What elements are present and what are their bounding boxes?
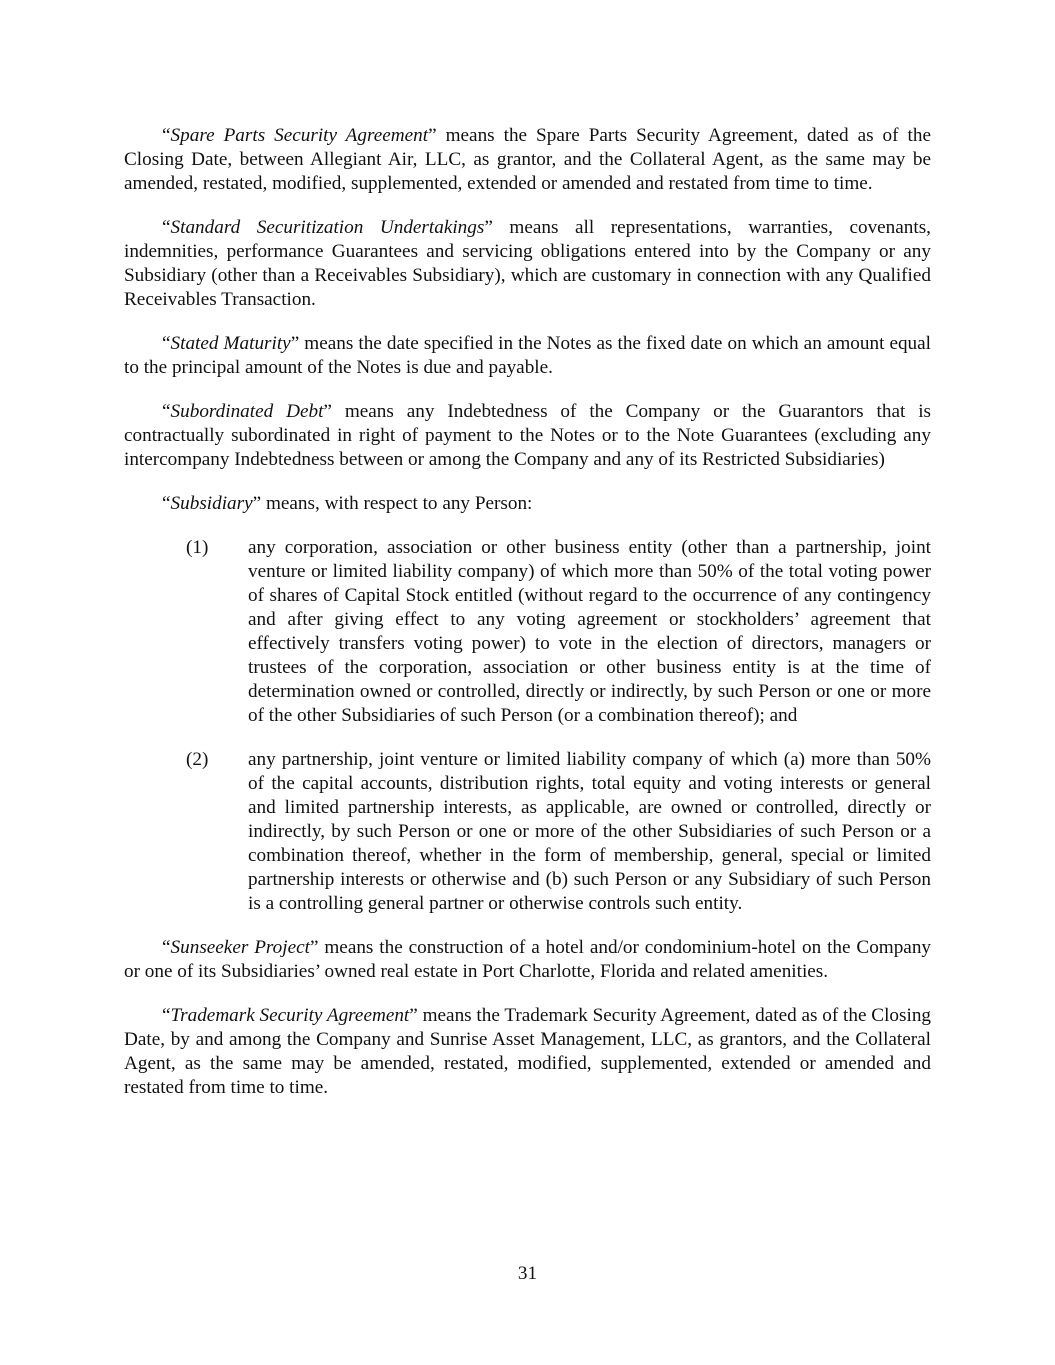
- close-quote: ”: [428, 125, 437, 146]
- definition-text: means any Indebtedness of the Company or the Guarantors that is contractually subordinated in right of payment to the Notes or to the Note Guarantees (excluding any intercompany Indebtedness between or among the Company and any of its Restricted Subsidiaries): [124, 401, 931, 470]
- subsidiary-clause-2: [124, 748, 931, 916]
- close-quote: ”: [252, 493, 262, 514]
- definition-sunseeker-project: [124, 936, 931, 984]
- definition-text: means the Trademark Security Agreement, dated as of the Closing Date, by and among the Company and Sunrise Asset Management, LLC, as grantors, and the Collateral Agent, as the same may be amended, restated, modified, supplemented, extended or amended and restated from time to time.: [124, 1005, 932, 1098]
- open-quote: “: [162, 401, 171, 422]
- definition-standard-securitization-undertakings: [124, 216, 931, 312]
- open-quote: “: [162, 493, 171, 514]
- open-quote: “: [162, 1005, 171, 1026]
- defined-term: Sunseeker Project: [170, 937, 310, 958]
- open-quote: “: [162, 125, 171, 146]
- open-quote: “: [162, 937, 171, 958]
- definition-trademark-security-agreement: [124, 1004, 931, 1100]
- open-quote: “: [162, 333, 171, 354]
- clause-text: any corporation, association or other business entity (other than a partnership, joint venture or limited liability company) of which more than 50% of the total voting power of shares of Capital Stock entitled (without regard to the occurrence of any contingency and after giving effect to any voting agreement or stockholders’ agreement that effectively transfers voting power) to vote in the election of directors, managers or trustees of the corporation, association or other business entity is at the time of determination owned or controlled, directly or indirectly, by such Person or one or more of the other Subsidiaries of such Person (or a combination thereof); and: [248, 537, 931, 726]
- close-quote: ”: [323, 401, 332, 422]
- definition-text: means all representations, warranties, covenants, indemnities, performance Guarantees and servicing obligations entered into by the Company or any Subsidiary (other than a Receivables Subsidiary), which are customary in connection with any Qualified Receivables Transaction.: [124, 217, 931, 310]
- defined-term: Standard Securitization Undertakings: [170, 217, 485, 238]
- clause-number: (1): [186, 537, 209, 558]
- clause-number: (2): [186, 749, 209, 770]
- definition-subsidiary: [124, 492, 931, 516]
- defined-term: Subordinated Debt: [170, 401, 324, 422]
- defined-term: Spare Parts Security Agreement: [170, 125, 429, 146]
- close-quote: ”: [409, 1005, 418, 1026]
- definition-text: means the Spare Parts Security Agreement, dated as of the Closing Date, between Allegiant Air, LLC, as grantor, and the Collateral Agent, as the same may be amended, restated, modified, supplemented, extended or amended and restated from time to time.: [124, 125, 931, 194]
- subsidiary-clause-1: [124, 536, 931, 728]
- defined-term: Subsidiary: [170, 493, 253, 514]
- page-number: 31: [517, 1263, 538, 1284]
- definition-spare-parts-security-agreement: [124, 124, 931, 196]
- definition-stated-maturity: [124, 332, 931, 380]
- definition-subordinated-debt: [124, 400, 931, 472]
- clause-text: any partnership, joint venture or limited liability company of which (a) more than 50% of the capital accounts, distribution rights, total equity and voting interests or general and limited partnership interests, as applicable, are owned or controlled, directly or indirectly, by such Person or one or more of the other Subsidiaries of such Person or a combination thereof, whether in the form of membership, general, special or limited partnership interests or otherwise and (b) such Person or any Subsidiary of such Person is a controlling general partner or otherwise controls such entity.: [248, 749, 931, 914]
- defined-term: Stated Maturity: [170, 333, 291, 354]
- close-quote: ”: [309, 937, 319, 958]
- defined-term: Trademark Security Agreement: [170, 1005, 410, 1026]
- definition-text: means, with respect to any Person:: [261, 493, 533, 514]
- close-quote: ”: [290, 333, 300, 354]
- close-quote: ”: [484, 217, 493, 238]
- definition-text: means the date specified in the Notes as the fixed date on which an amount equal to the principal amount of the Notes is due and payable.: [124, 333, 932, 378]
- open-quote: “: [162, 217, 171, 238]
- definition-text: means the construction of a hotel and/or condominium-hotel on the Company or one of its Subsidiaries’ owned real estate in Port Charlotte, Florida and related amenities.: [124, 937, 932, 982]
- document-page: [124, 124, 931, 1120]
